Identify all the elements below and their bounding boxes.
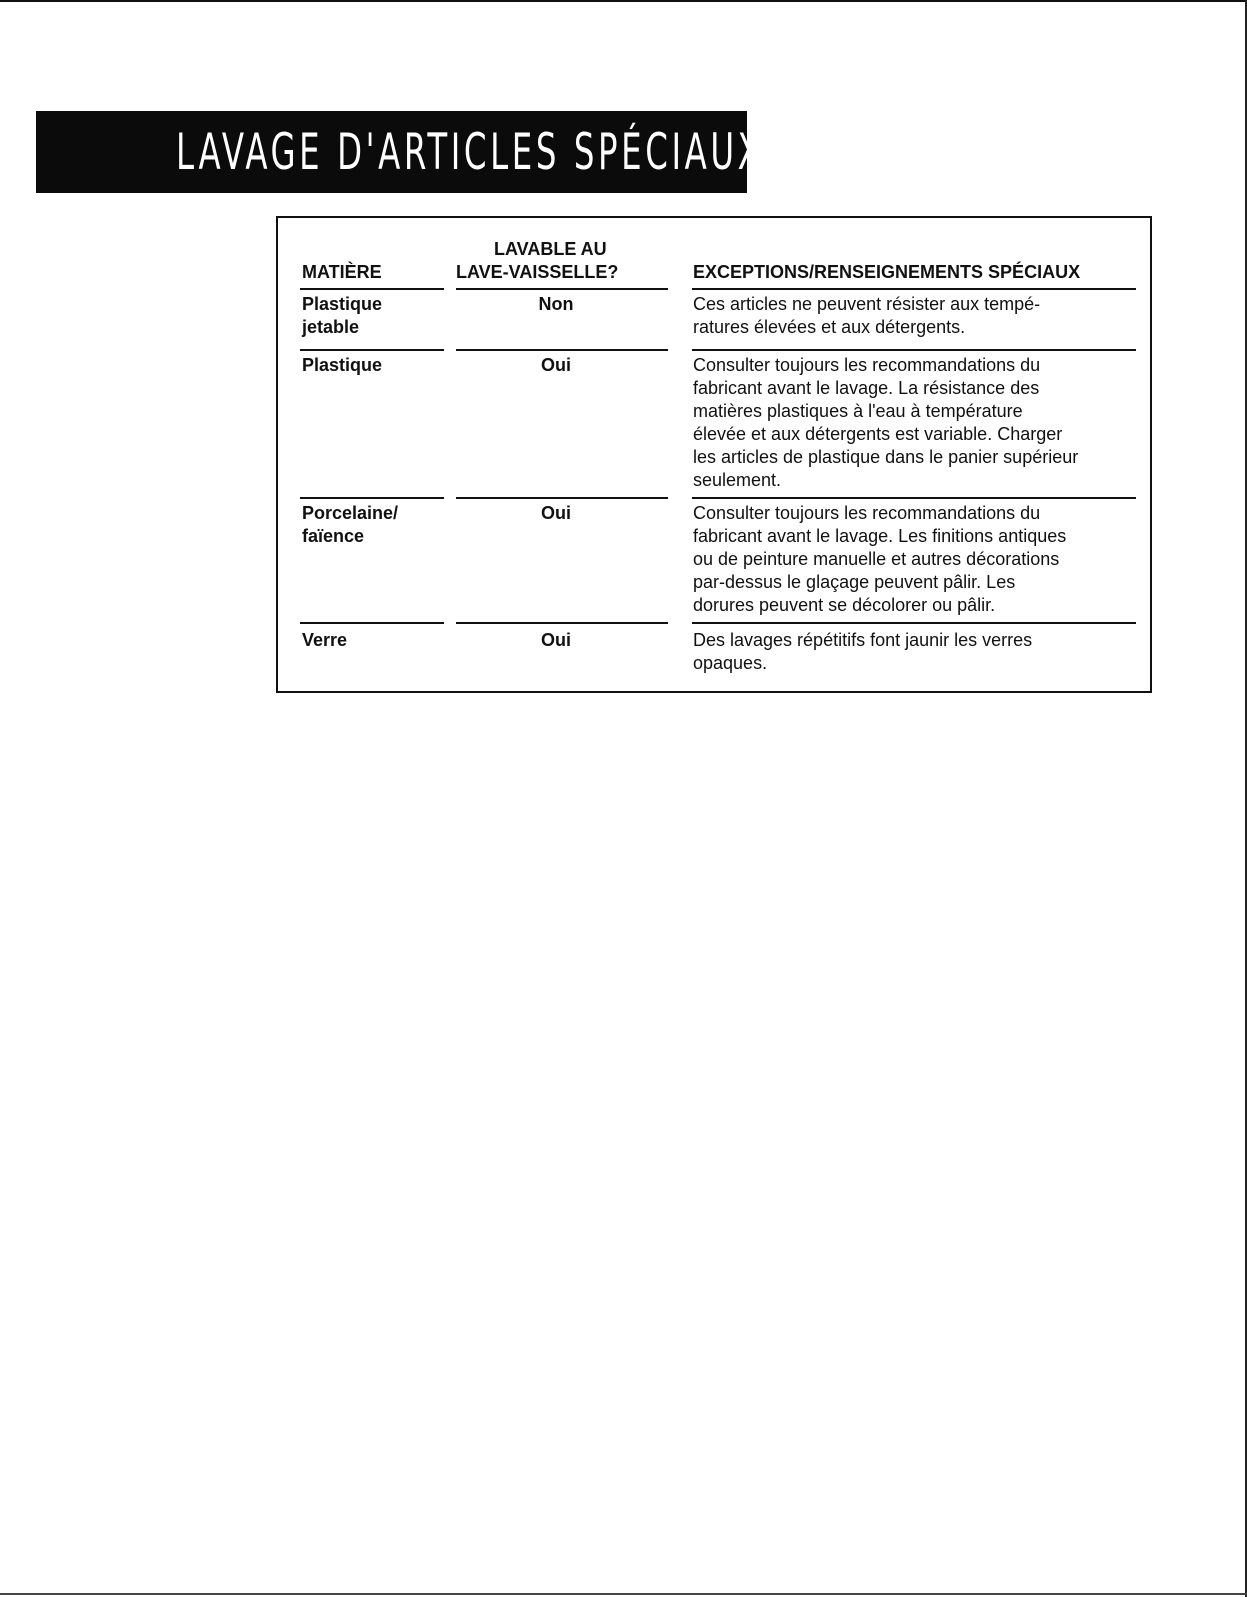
row-1-note-line-1: Ces articles ne peuvent résister aux tempé- xyxy=(693,294,1041,314)
row-2-material xyxy=(302,354,442,377)
row-3-note-line-4: par-dessus le glaçage peuvent pâlir. Les xyxy=(693,572,1016,592)
row-3-rule-notes xyxy=(692,622,1136,624)
title-banner xyxy=(36,111,764,193)
special-items-table xyxy=(276,216,1152,693)
row-2-note-line-1: Consulter toujours les recommandations du xyxy=(693,355,1041,375)
row-4-washable: Oui xyxy=(541,630,571,650)
row-2-note-line-2: fabricant avant le lavage. La résistance des xyxy=(693,378,1040,398)
row-2-note-line-4: élevée et aux détergents est variable. Charger xyxy=(693,424,1063,444)
row-1-material-line-2: jetable xyxy=(302,317,360,337)
row-1-material xyxy=(302,293,442,339)
row-1-note-line-2: ratures élevées et aux détergents. xyxy=(693,317,966,337)
row-4-material-line-1: Verre xyxy=(302,630,348,650)
row-4-note xyxy=(693,629,1138,675)
page-bottom-rule xyxy=(0,1593,1247,1595)
row-2-note-line-3: matières plastiques à l'eau à température xyxy=(693,401,1023,421)
row-1-rule-washable xyxy=(456,349,668,351)
row-1-washable: Non xyxy=(538,294,574,314)
row-3-note-line-5: dorures peuvent se décolorer ou pâlir. xyxy=(693,595,996,615)
page-title: LAVAGE D'ARTICLES SPÉCIAUX xyxy=(176,123,764,181)
row-1-material-line-1: Plastique xyxy=(302,294,383,314)
page-top-rule xyxy=(0,0,1247,2)
row-3-note-line-3: ou de peinture manuelle et autres décorations xyxy=(693,549,1060,569)
row-3-material xyxy=(302,502,442,548)
row-3-washable: Oui xyxy=(541,503,571,523)
row-3-note-line-2: fabricant avant le lavage. Les finitions antiques xyxy=(693,526,1067,546)
header-rule-material xyxy=(300,288,444,290)
row-2-material-line-1: Plastique xyxy=(302,355,383,375)
row-2-rule-washable xyxy=(456,497,668,499)
row-3-rule-washable xyxy=(456,622,668,624)
row-3-material-line-2: faïence xyxy=(302,526,365,546)
row-2-note-line-5: les articles de plastique dans le panier supérieur xyxy=(693,447,1079,467)
row-2-washable: Oui xyxy=(541,355,571,375)
header-material: MATIÈRE xyxy=(302,262,382,282)
row-1-rule-notes xyxy=(692,349,1136,351)
row-4-note-line-2: opaques. xyxy=(693,653,768,673)
row-2-note xyxy=(693,354,1138,492)
row-2-note-line-6: seulement. xyxy=(693,470,782,490)
header-rule-washable xyxy=(456,288,668,290)
row-1-note xyxy=(693,293,1138,339)
row-4-note-line-1: Des lavages répétitifs font jaunir les verres xyxy=(693,630,1033,650)
row-2-rule-material xyxy=(300,497,444,499)
row-3-note-line-1: Consulter toujours les recommandations du xyxy=(693,503,1041,523)
header-notes: EXCEPTIONS/RENSEIGNEMENTS SPÉCIAUX xyxy=(693,262,1081,282)
row-4-material xyxy=(302,629,442,652)
row-1-rule-material xyxy=(300,349,444,351)
header-rule-notes xyxy=(692,288,1136,290)
row-3-rule-material xyxy=(300,622,444,624)
header-washable-line1: LAVABLE AU xyxy=(494,239,607,259)
row-3-material-line-1: Porcelaine/ xyxy=(302,503,399,523)
row-3-note xyxy=(693,502,1138,617)
row-2-rule-notes xyxy=(692,497,1136,499)
header-washable-line2: LAVE-VAISSELLE? xyxy=(456,262,619,282)
